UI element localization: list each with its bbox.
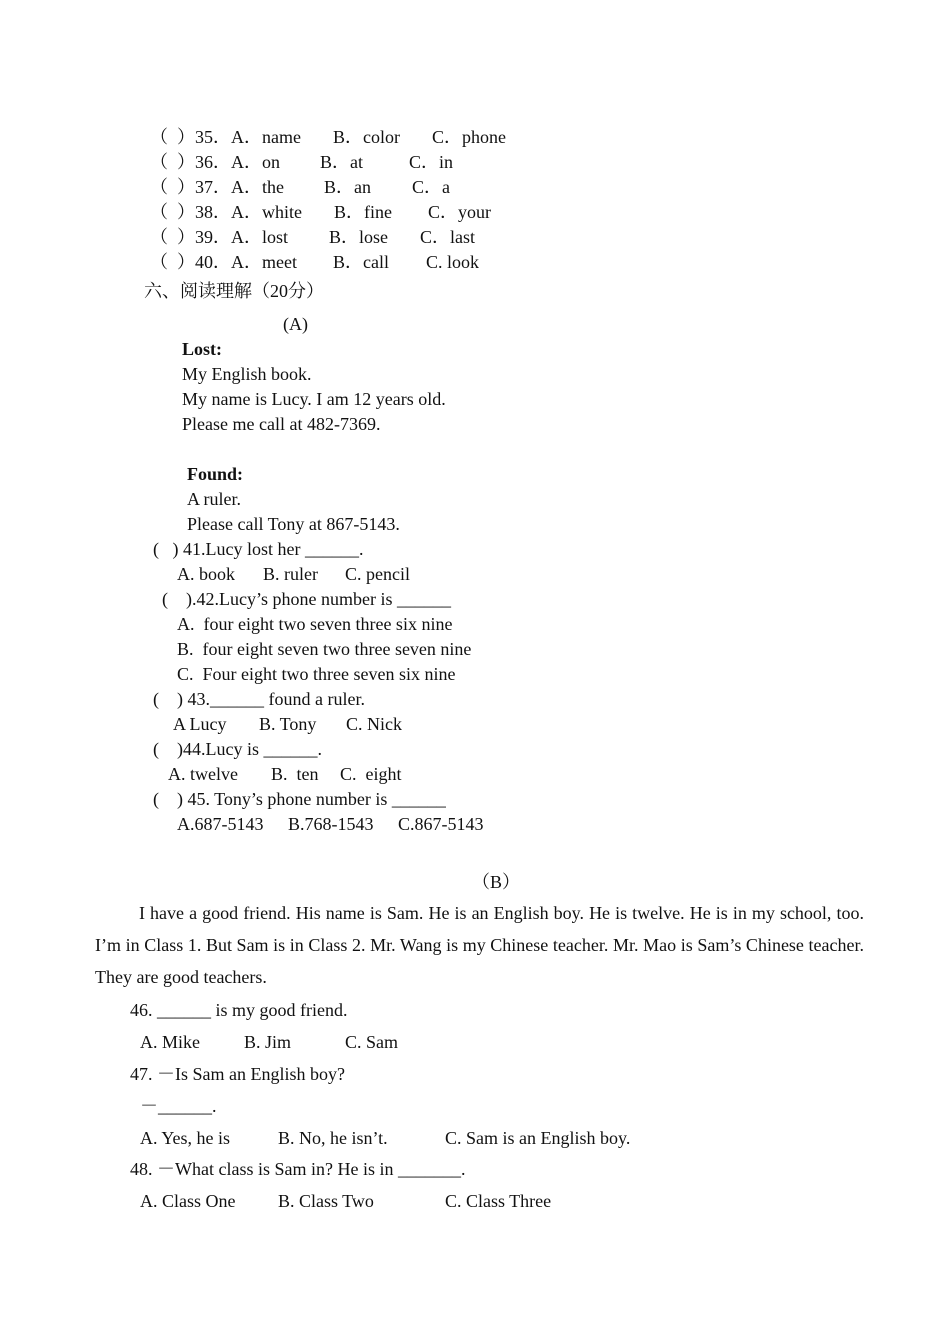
answer-option: C. pencil xyxy=(345,564,410,584)
answer-option: B. four eight seven two three seven nine xyxy=(177,639,472,659)
answer-option: A. four eight two seven three six nine xyxy=(177,614,453,634)
answer-option: A. twelve xyxy=(168,764,238,784)
found-line: A ruler. xyxy=(187,489,241,509)
section-title: 六、阅读理解（20分） xyxy=(144,281,324,301)
answer-option: B. Tony xyxy=(259,714,317,734)
cloze-option-b: B．fine xyxy=(334,202,392,222)
cloze-option-c: C．last xyxy=(420,227,476,247)
found-line: Please call Tony at 867-5143. xyxy=(187,514,400,534)
cloze-stem: （ ）40．A．meet xyxy=(150,252,297,272)
cloze-option-c: C．a xyxy=(412,177,450,197)
cloze-option-c: C．in xyxy=(409,152,454,172)
lost-title: Lost: xyxy=(182,339,222,359)
cloze-option-b: B．an xyxy=(324,177,371,197)
answer-blank: －______. xyxy=(140,1096,217,1116)
question-stem: 47. －Is Sam an English boy? xyxy=(130,1064,345,1084)
answer-option: C. Sam xyxy=(345,1032,399,1052)
answer-option: C. Class Three xyxy=(445,1191,552,1211)
answer-option: B. Class Two xyxy=(278,1191,374,1211)
answer-option: B. No, he isn’t. xyxy=(278,1128,388,1148)
cloze-option-b: B．call xyxy=(333,252,389,272)
found-title: Found: xyxy=(187,464,244,484)
answer-option: C. Sam is an English boy. xyxy=(445,1128,631,1148)
answer-option: A. Yes, he is xyxy=(140,1128,231,1148)
question-stem: 46. ______ is my good friend. xyxy=(130,1000,348,1020)
question-stem: 48. －What class is Sam in? He is in _______. xyxy=(130,1159,466,1179)
part-a-label: (A) xyxy=(283,314,308,334)
cloze-stem: （ ）36．A．on xyxy=(150,152,280,172)
cloze-stem: （ ）35．A．name xyxy=(150,127,301,147)
answer-option: C. Nick xyxy=(346,714,402,734)
cloze-option-c: C．your xyxy=(428,202,491,222)
question-stem: ( ) 41.Lucy lost her ______. xyxy=(153,539,364,559)
cloze-stem: （ ）37．A．the xyxy=(150,177,284,197)
lost-line: Please me call at 482-7369. xyxy=(182,414,381,434)
answer-option: B.768-1543 xyxy=(288,814,374,834)
answer-option: A. Mike xyxy=(140,1032,200,1052)
question-stem: ( ) 45. Tony’s phone number is ______ xyxy=(153,789,446,809)
lost-line: My English book. xyxy=(182,364,312,384)
cloze-option-b: B．lose xyxy=(329,227,389,247)
part-b-label: （B） xyxy=(472,872,521,892)
answer-option: B. Jim xyxy=(244,1032,292,1052)
question-stem: ( )44.Lucy is ______. xyxy=(153,739,322,759)
answer-option: A. Class One xyxy=(140,1191,236,1211)
answer-option: C. Four eight two three seven six nine xyxy=(177,664,456,684)
cloze-option-b: B．color xyxy=(333,127,400,147)
answer-option: B. ruler xyxy=(263,564,318,584)
cloze-option-c: C．phone xyxy=(432,127,506,147)
answer-option: A.687-5143 xyxy=(177,814,264,834)
answer-option: B. ten xyxy=(271,764,319,784)
cloze-option-b: B．at xyxy=(320,152,363,172)
answer-option: A Lucy xyxy=(173,714,227,734)
lost-line: My name is Lucy. I am 12 years old. xyxy=(182,389,446,409)
question-stem: ( ) 43.______ found a ruler. xyxy=(153,689,365,709)
answer-option: C.867-5143 xyxy=(398,814,484,834)
reading-passage: I have a good friend. His name is Sam. He is an English boy. He is twelve. He is in my school, too. I’m in Class 1. But Sam is in Class 2. Mr. Wang is my Chinese teacher. Mr. Mao is Sam’s Chinese teacher. They are good teachers. xyxy=(95,903,864,987)
answer-option: A. book xyxy=(177,564,235,584)
answer-option: C. eight xyxy=(340,764,402,784)
cloze-option-c: C. look xyxy=(426,252,480,272)
question-stem: ( ).42.Lucy’s phone number is ______ xyxy=(162,589,451,609)
cloze-stem: （ ）39．A．lost xyxy=(150,227,289,247)
cloze-stem: （ ）38．A．white xyxy=(150,202,302,222)
